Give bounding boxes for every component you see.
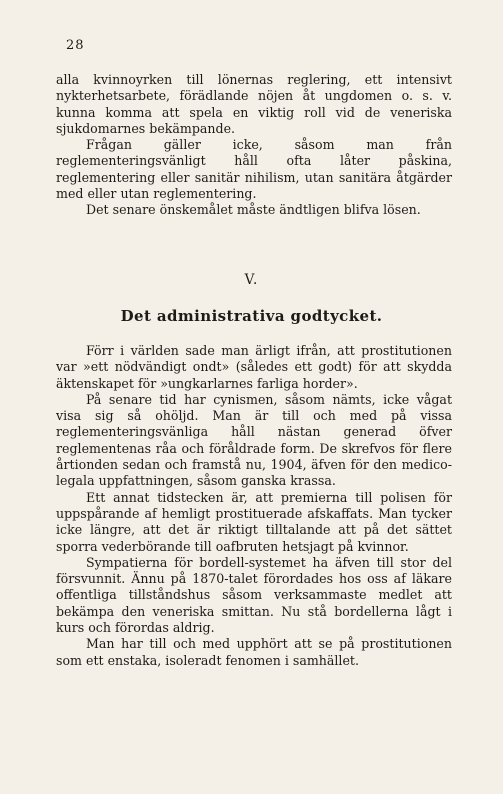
section-title: Det administrativa godtycket.	[120, 307, 383, 325]
paragraph: alla kvinnoyrken till lönernas reglering, ett intensivt nykterhetsarbete, förädlande nöjen åt ungdomen o. s. v. kunna komma att spela en viktig roll vid de veneriska sjukdomarnes bekämpande.	[56, 72, 452, 136]
paragraph: Sympatierna för bordell-systemet ha äfven till stor del försvunnit. Ännu på 1870-talet förordades hos oss af läkare offentliga tillståndshus såsom verksammaste medlet att bekämpa den veneriska smittan. Nu stå bordellerna lågt i kurs och förordas aldrig.	[56, 554, 452, 636]
paragraph: Ett annat tidstecken är, att premierna till polisen för uppspårande af hemligt prostituerade afskaffats. Man tycker icke längre, att det är riktigt tilltalande att på det sättet sporra vederbörande till oafbruten hetsjagt på kvinnor.	[56, 489, 452, 554]
paragraph: Frågan gäller icke, såsom man från reglementeringsvänligt håll ofta låter påskina, reglementering eller sanitär nihilism, utan sanitära åtgärder med eller utan reglementering.	[56, 137, 452, 202]
text-block-before-section	[56, 72, 452, 219]
section-numeral: V.	[244, 272, 259, 288]
page-number: 28	[66, 38, 85, 53]
text-block-section-body	[56, 343, 452, 669]
paragraph: På senare tid har cynismen, såsom nämts, icke vågat visa sig så ohöljd. Man är till och med på vissa reglementeringsvänliga håll nästan generad öfver reglementenas råa och föråldrade form. De skrefvos för flere årtionden sedan och framstå nu, 1904, äfven för den medico-legala uppfattningen, såsom ganska krassa.	[56, 391, 452, 489]
paragraph: Det senare önskemålet måste ändtligen blifva lösen.	[86, 202, 421, 218]
paragraph: Man har till och med upphört att se på prostitutionen som ett enstaka, isoleradt fenomen i samhället.	[56, 636, 452, 668]
paragraph: Förr i världen sade man ärligt ifrån, att prostitutionen var »ett nödvändigt ondt» (således ett godt) för att skydda äktenskapet för »ungkarlarnes farliga horder».	[56, 343, 452, 391]
